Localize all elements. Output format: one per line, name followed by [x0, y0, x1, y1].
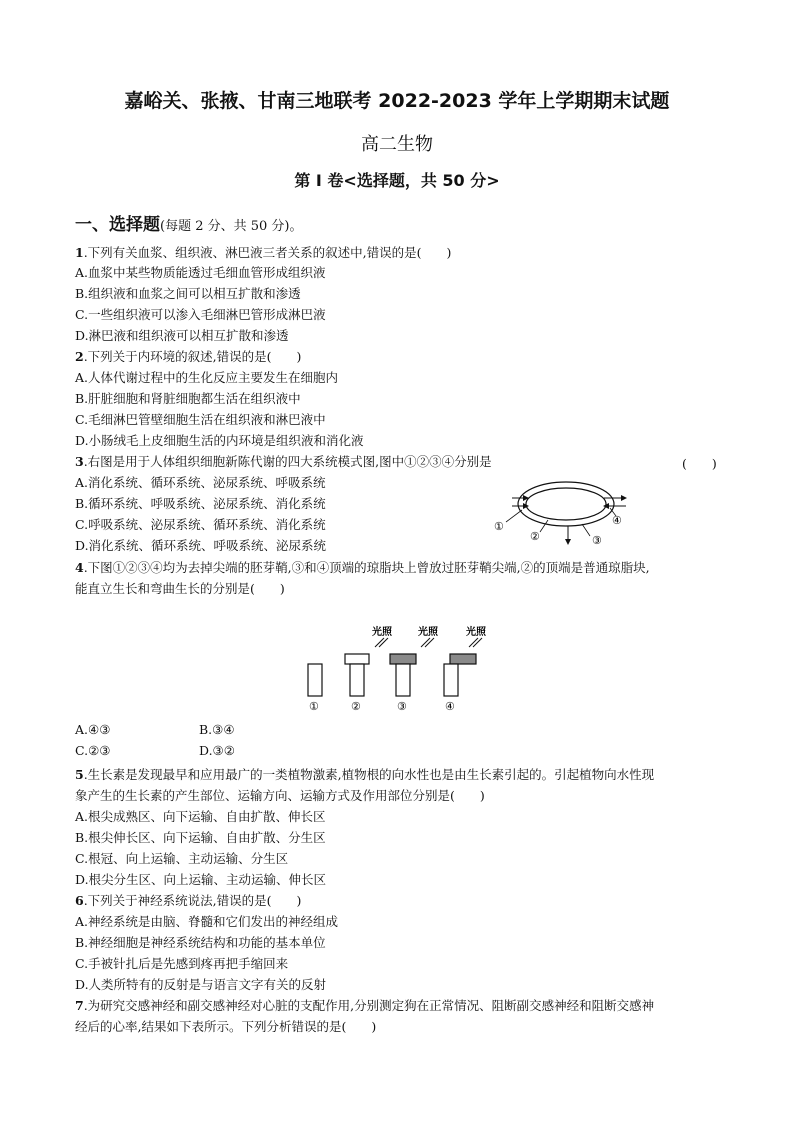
- agar-block-auxin-center: [390, 654, 416, 664]
- question-7-stem-line-2: 经后的心率,结果如下表所示。下列分析错误的是( ): [75, 1019, 377, 1034]
- question-3-option-d: D.消化系统、循环系统、呼吸系统、泌尿系统: [75, 538, 327, 553]
- question-4-option-d: D.③②: [199, 743, 235, 758]
- section-title: 一、选择题: [75, 215, 160, 235]
- light-arrow-2a: [375, 638, 384, 647]
- light-arrow-3a: [421, 638, 430, 647]
- agar-block-auxin-offset: [450, 654, 476, 664]
- question-2-option-d: D.小肠绒毛上皮细胞生活的内环境是组织液和消化液: [75, 433, 364, 448]
- light-arrow-4a: [469, 638, 478, 647]
- coleoptile-4: [444, 664, 458, 696]
- exam-part-heading: 第 I 卷<选择题，共 50 分>: [294, 171, 500, 190]
- light-arrow-2b: [379, 638, 388, 647]
- light-label-3: 光照: [418, 627, 438, 638]
- question-4-options-row-2: [75, 743, 323, 758]
- question-3-stem: 3.右图是用于人体组织细胞新陈代谢的四大系统模式图,图中①②③④分别是: [75, 454, 492, 469]
- question-1-option-a: A.血浆中某些物质能透过毛细血管形成组织液: [75, 265, 326, 280]
- question-6-stem: 6.下列关于神经系统说法,错误的是( ): [75, 893, 302, 908]
- diagram-label-2: ②: [530, 530, 540, 543]
- question-3-option-c: C.呼吸系统、泌尿系统、循环系统、消化系统: [75, 517, 326, 532]
- figure-label-2: ②: [351, 700, 361, 713]
- question-5-option-a: A.根尖成熟区、向下运输、自由扩散、伸长区: [75, 809, 326, 824]
- coleoptile-3: [396, 664, 410, 696]
- question-3-option-a: A.消化系统、循环系统、泌尿系统、呼吸系统: [75, 475, 326, 490]
- question-2-option-b: B.肝脏细胞和肾脏细胞都生活在组织液中: [75, 391, 301, 406]
- question-5-stem-line-2: 象产生的生长素的产生部位、运输方向、运输方式及作用部位分别是( ): [75, 788, 485, 803]
- question-6-option-b: B.神经细胞是神经系统结构和功能的基本单位: [75, 935, 326, 950]
- question-4-option-b: B.③④: [199, 722, 235, 737]
- question-5-stem-line-1: 5.生长素是发现最早和应用最广的一类植物激素,植物根的向水性也是由生长素引起的。引起植物向水性现: [75, 767, 655, 782]
- exam-subject: 高二生物: [361, 134, 433, 155]
- question-5-option-c: C.根冠、向上运输、主动运输、分生区: [75, 851, 289, 866]
- inner-ring: [526, 488, 606, 520]
- light-arrow-3b: [425, 638, 434, 647]
- diagram-label-4: ④: [612, 514, 622, 527]
- question-2-stem: 2.下列关于内环境的叙述,错误的是( ): [75, 349, 302, 364]
- question-1-option-c: C.一些组织液可以渗入毛细淋巴管形成淋巴液: [75, 307, 326, 322]
- pointer-3: [582, 524, 590, 536]
- question-5-option-b: B.根尖伸长区、向下运输、自由扩散、分生区: [75, 830, 326, 845]
- question-6-option-d: D.人类所特有的反射是与语言文字有关的反射: [75, 977, 327, 992]
- figure-label-3: ③: [397, 700, 407, 713]
- light-label-2: 光照: [372, 627, 392, 638]
- question-3-option-b: B.循环系统、呼吸系统、泌尿系统、消化系统: [75, 496, 326, 511]
- section-note: (每题 2 分、共 50 分)。: [160, 219, 303, 234]
- diagram-label-3: ③: [592, 534, 602, 547]
- question-4-option-c: C.②③: [75, 743, 111, 758]
- question-4-stem-line-1: 4.下图①②③④均为去掉尖端的胚芽鞘,③和④顶端的琼脂块上曾放过胚芽鞘尖端,②的顶端是普通琼脂块,: [75, 560, 650, 575]
- diagram-label-1: ①: [494, 520, 504, 533]
- four-systems-diagram: [490, 474, 640, 554]
- question-4-options-row-1: [75, 722, 323, 737]
- pointer-2: [540, 520, 548, 532]
- question-6-option-a: A.神经系统是由脑、脊髓和它们发出的神经组成: [75, 914, 339, 929]
- question-2-option-a: A.人体代谢过程中的生化反应主要发生在细胞内: [75, 370, 339, 385]
- coleoptile-2: [350, 664, 364, 696]
- question-5-option-d: D.根尖分生区、向上运输、主动运输、伸长区: [75, 872, 327, 887]
- question-7-stem-line-1: 7.为研究交感神经和副交感神经对心脏的支配作用,分别测定狗在正常情况、阻断副交感神经和阻断交感神: [75, 998, 655, 1013]
- light-arrow-4b: [473, 638, 482, 647]
- question-2-option-c: C.毛细淋巴管壁细胞生活在组织液和淋巴液中: [75, 412, 326, 427]
- section-heading: [75, 210, 303, 235]
- question-4-option-a: A.④③: [75, 722, 111, 737]
- figure-label-1: ①: [309, 700, 319, 713]
- pointer-1: [506, 510, 522, 522]
- question-6-option-c: C.手被针扎后是先感到疼再把手缩回来: [75, 956, 289, 971]
- figure-label-4: ④: [445, 700, 455, 713]
- question-3-answer-blank: ( ): [682, 456, 717, 471]
- agar-block-plain: [345, 654, 369, 664]
- coleoptile-1: [308, 664, 322, 696]
- question-1-option-b: B.组织液和血浆之间可以相互扩散和渗透: [75, 286, 301, 301]
- question-1-option-d: D.淋巴液和组织液可以相互扩散和渗透: [75, 328, 289, 343]
- question-1-stem: 1.下列有关血浆、组织液、淋巴液三者关系的叙述中,错误的是( ): [75, 245, 452, 260]
- light-label-4: 光照: [466, 627, 486, 638]
- question-4-stem-line-2: 能直立生长和弯曲生长的分别是( ): [75, 581, 285, 596]
- coleoptile-figure: [300, 622, 500, 714]
- exam-title: 嘉峪关、张掖、甘南三地联考 2022-2023 学年上学期期末试题: [124, 90, 670, 112]
